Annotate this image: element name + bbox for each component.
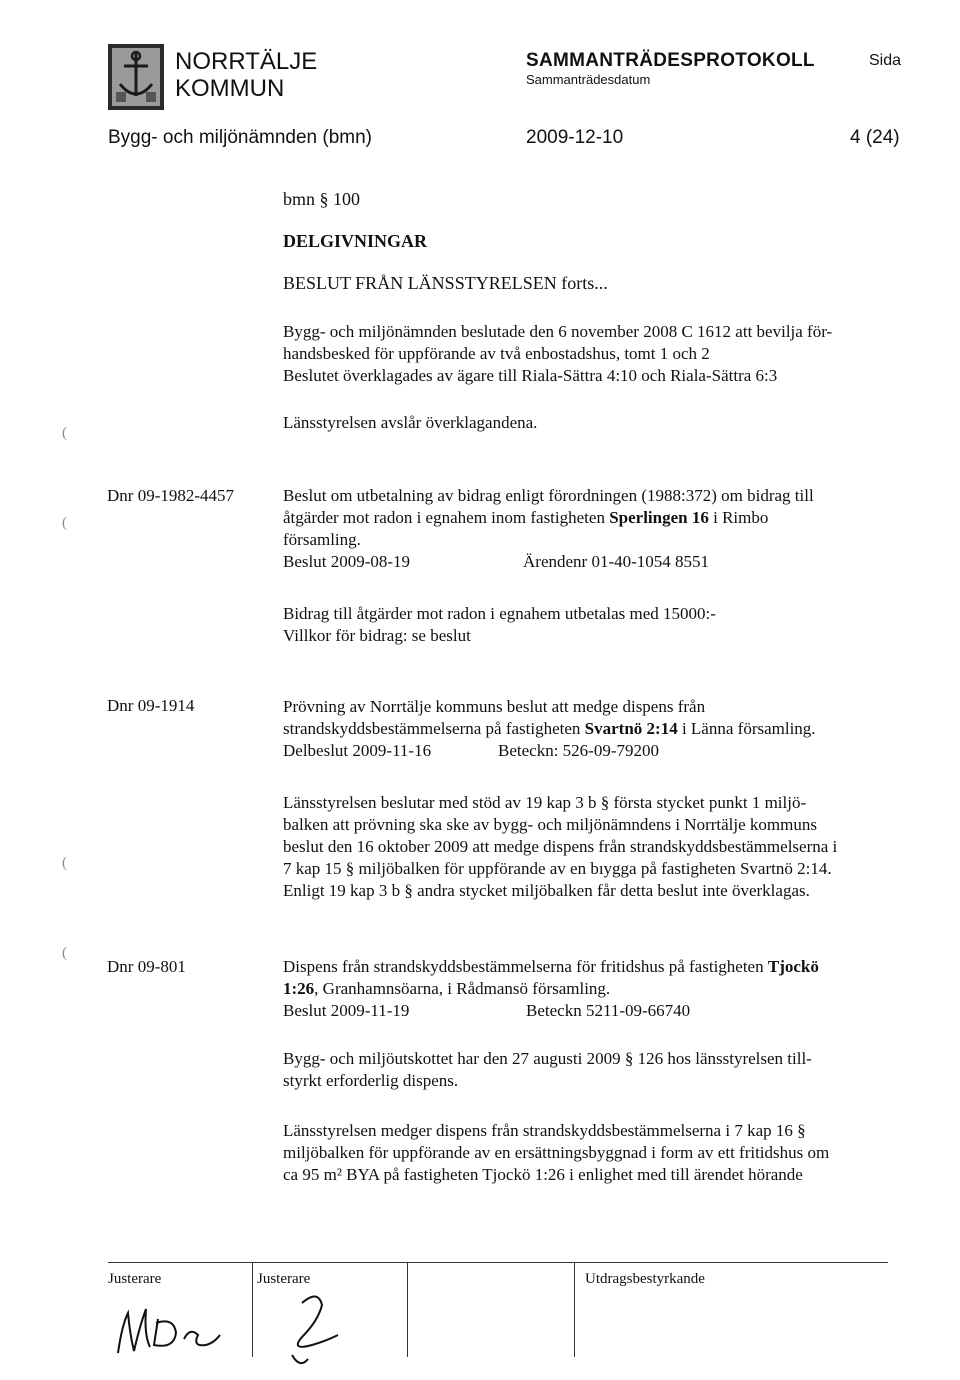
text-line: beslut den 16 oktober 2009 att medge dispens från strandskyddsbestämmelserna i	[283, 837, 838, 856]
intro-outcome: Länsstyrelsen avslår överklagandena.	[283, 413, 538, 432]
text-line: åtgärder mot radon i egnahem inom fastigheten Sperlingen 16 i Rimbo	[283, 508, 769, 527]
page-label: Sida	[869, 52, 902, 69]
text-line: Bygg- och miljöutskottet har den 27 augusti 2009 § 126 hos länsstyrelsen till-	[283, 1049, 812, 1068]
case-description	[283, 696, 816, 762]
text-line: Beslut om utbetalning av bidrag enligt förordningen (1988:372) om bidrag till	[283, 486, 814, 505]
decision-line	[283, 740, 816, 762]
case-body	[283, 1048, 812, 1092]
case-dnr: Dnr 09-801	[107, 957, 186, 976]
signature-2	[262, 1285, 362, 1375]
footer-divider	[574, 1262, 575, 1357]
case-dnr: Dnr 09-1914	[107, 696, 195, 715]
property-name: Sperlingen 16	[609, 508, 709, 527]
text-line: 7 kap 15 § miljöbalken för uppförande av en bıygga på fastigheten Svartnö 2:14.	[283, 859, 832, 878]
org-name-line2: KOMMUN	[175, 75, 285, 102]
text-line: 1:26, Granhamnsöarna, i Rådmansö församling.	[283, 979, 611, 998]
section-title: DELGIVNINGAR	[283, 231, 428, 251]
property-name: Svartnö 2:14	[584, 719, 678, 738]
footer-utdragsbestyrkande: Utdragsbestyrkande	[585, 1271, 705, 1287]
decision-line	[283, 1000, 819, 1022]
text-line: Bygg- och miljönämnden beslutade den 6 november 2008 C 1612 att bevilja för-	[283, 322, 833, 341]
margin-mark: (	[62, 515, 67, 531]
text-line: handsbesked för uppförande av två enbostadshus, tomt 1 och 2	[283, 344, 710, 363]
case-reference: Beteckn: 526-09-79200	[498, 741, 659, 760]
case-dnr: Dnr 09-1982-4457	[107, 486, 235, 505]
text-line: ca 95 m² BYA på fastigheten Tjockö 1:26 i enlighet med till ärendet hörande	[283, 1165, 803, 1184]
org-name-line1: NORRTÄLJE	[175, 48, 318, 75]
footer-divider	[407, 1262, 408, 1357]
case-description	[283, 485, 814, 573]
decision-line	[283, 551, 814, 573]
text-line: Bidrag till åtgärder mot radon i egnahem utbetalas med 15000:-	[283, 604, 716, 623]
margin-mark: (	[62, 855, 67, 871]
section-subtitle: BESLUT FRÅN LÄNSSTYRELSEN forts...	[283, 273, 608, 293]
footer-justerare-1: Justerare	[108, 1271, 162, 1287]
text-line: Beslutet överklagades av ägare till Riala-Sättra 4:10 och Riala-Sättra 6:3	[283, 366, 778, 385]
case-body	[283, 792, 837, 902]
decision-date: Beslut 2009-08-19	[283, 552, 411, 571]
text-line: Enligt 19 kap 3 b § andra stycket miljöbalken får detta beslut inte överklagas.	[283, 881, 810, 900]
case-reference: Ärendenr 01-40-1054 8551	[523, 552, 710, 571]
date-label: Sammanträdesdatum	[526, 72, 651, 87]
case-reference: Beteckn 5211-09-66740	[526, 1001, 691, 1020]
footer-divider	[252, 1262, 253, 1357]
text-line: strandskyddsbestämmelserna på fastigheten Svartnö 2:14 i Länna församling.	[283, 719, 816, 738]
case-body	[283, 1120, 829, 1186]
text-line: församling.	[283, 530, 361, 549]
property-name: Tjockö	[767, 957, 819, 976]
decision-date: Delbeslut 2009-11-16	[283, 741, 432, 760]
margin-mark: (	[62, 945, 67, 961]
footer-rule	[108, 1262, 888, 1263]
meeting-date: 2009-12-10	[526, 127, 624, 148]
signature-1	[110, 1295, 230, 1365]
margin-mark: (	[62, 425, 67, 441]
text-line: Länsstyrelsen medger dispens från strandskyddsbestämmelserna i 7 kap 16 §	[283, 1121, 806, 1140]
committee-name: Bygg- och miljönämnden (bmn)	[108, 127, 373, 148]
text-line: styrkt erforderlig dispens.	[283, 1071, 459, 1090]
intro-paragraph	[283, 321, 832, 387]
text-line: Länsstyrelsen beslutar med stöd av 19 kap 3 b § första stycket punkt 1 miljö-	[283, 793, 807, 812]
text-line: balken att prövning ska ske av bygg- och miljönämndens i Norrtälje kommuns	[283, 815, 817, 834]
text-line: miljöbalken för uppförande av en ersättningsbyggnad i form av ett fritidshus om	[283, 1143, 830, 1162]
text-line: Dispens från strandskyddsbestämmelserna för fritidshus på fastigheten Tjockö	[283, 957, 819, 976]
paragraph-ref: bmn § 100	[283, 189, 361, 209]
text-line: Villkor för bidrag: se beslut	[283, 626, 471, 645]
property-name: 1:26	[283, 979, 315, 998]
doc-type: SAMMANTRÄDESPROTOKOLL	[526, 50, 815, 71]
municipality-crest-icon	[108, 44, 164, 110]
decision-date: Beslut 2009-11-19	[283, 1001, 410, 1020]
text-line: Prövning av Norrtälje kommuns beslut att medge dispens från	[283, 697, 706, 716]
case-description	[283, 956, 819, 1022]
page-number: 4 (24)	[850, 127, 900, 148]
case-body	[283, 603, 716, 647]
footer-justerare-2: Justerare	[257, 1271, 311, 1287]
